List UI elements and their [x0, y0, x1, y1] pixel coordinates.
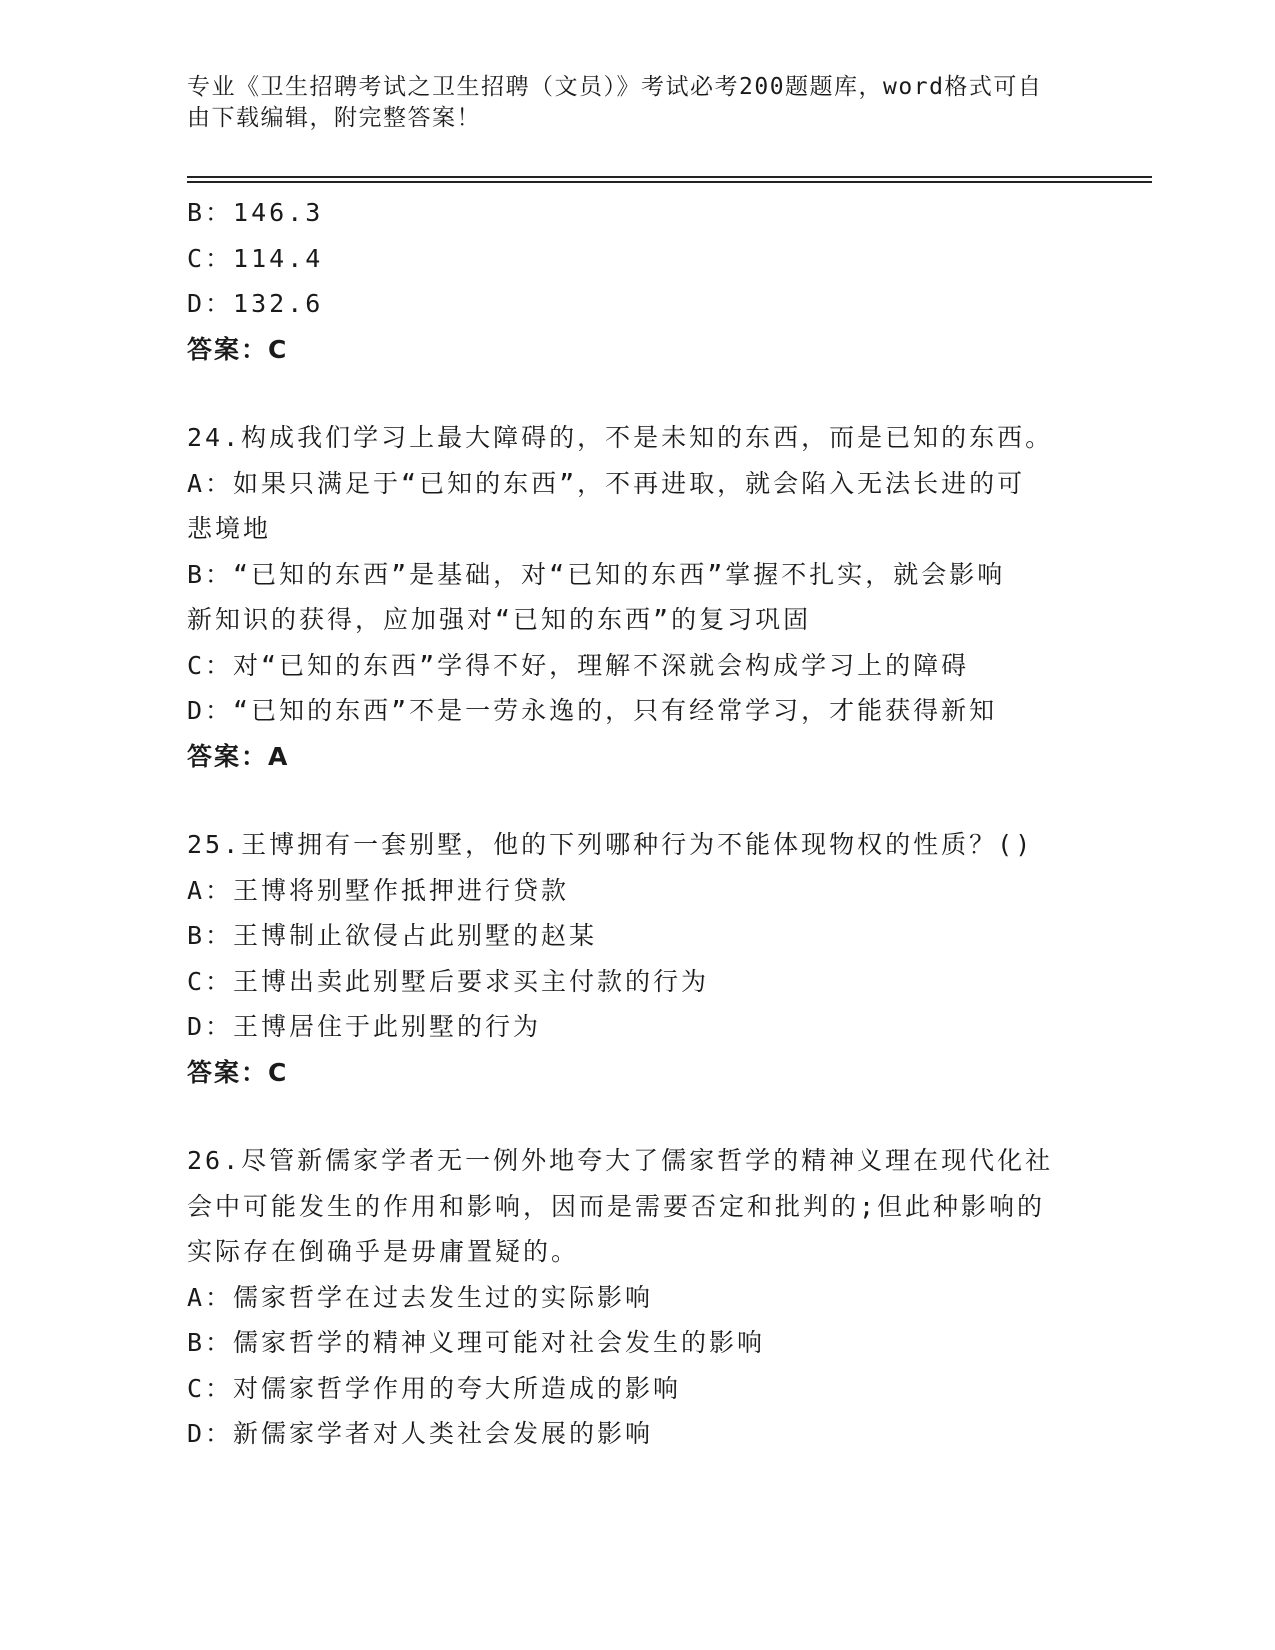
option-c: C：对“已知的东西”学得不好，理解不深就会构成学习上的障碍 — [187, 650, 970, 680]
spacer — [187, 779, 1087, 822]
question-stem-cont: 会中可能发生的作用和影响，因而是需要否定和批判的;但此种影响的 — [187, 1191, 1046, 1221]
option-a-cont: 悲境地 — [187, 514, 272, 543]
option-b: B：儒家哲学的精神义理可能对社会发生的影响 — [187, 1328, 766, 1357]
header-divider-bottom — [187, 181, 1152, 183]
option-c: C：对儒家哲学作用的夸大所造成的影响 — [187, 1373, 682, 1403]
option-c: C：王博出卖此别墅后要求买主付款的行为 — [187, 966, 710, 996]
spacer — [187, 372, 1087, 415]
document-header — [187, 72, 1067, 134]
option-b: B：王博制止欲侵占此别墅的赵某 — [187, 921, 598, 950]
spacer — [187, 1095, 1087, 1138]
option-d: D：132.6 — [187, 289, 324, 318]
question-23 — [187, 190, 1087, 372]
question-stem: 24.构成我们学习上最大障碍的，不是未知的东西，而是已知的东西。 — [187, 423, 1054, 452]
question-content — [187, 190, 1087, 1457]
answer: 答案：C — [187, 334, 289, 364]
option-a: A：如果只满足于“已知的东西”，不再进取，就会陷入无法长进的可 — [187, 468, 1026, 498]
option-c: C：114.4 — [187, 243, 324, 273]
answer: 答案：C — [187, 1057, 289, 1087]
option-d: D：“已知的东西”不是一劳永逸的，只有经常学习，才能获得新知 — [187, 696, 998, 725]
question-26 — [187, 1138, 1087, 1457]
question-24 — [187, 415, 1087, 779]
question-25 — [187, 822, 1087, 1095]
header-divider-top — [187, 176, 1152, 178]
option-d: D：王博居住于此别墅的行为 — [187, 1012, 542, 1041]
option-a: A：儒家哲学在过去发生过的实际影响 — [187, 1282, 654, 1312]
header-line-2: 由下载编辑，附完整答案！ — [187, 105, 481, 131]
question-stem: 25.王博拥有一套别墅，他的下列哪种行为不能体现物权的性质？() — [187, 830, 1034, 859]
option-b: B：“已知的东西”是基础，对“已知的东西”掌握不扎实，就会影响 — [187, 559, 1006, 589]
question-stem: 26.尽管新儒家学者无一例外地夸大了儒家哲学的精神义理在现代化社 — [187, 1146, 1054, 1175]
answer: 答案：A — [187, 741, 290, 771]
option-b-cont: 新知识的获得，应加强对“已知的东西”的复习巩固 — [187, 605, 812, 634]
option-b: B：146.3 — [187, 198, 324, 227]
option-d: D：新儒家学者对人类社会发展的影响 — [187, 1419, 654, 1448]
option-a: A：王博将别墅作抵押进行贷款 — [187, 875, 570, 905]
header-line-1: 专业《卫生招聘考试之卫生招聘（文员）》考试必考200题题库，word格式可自 — [187, 74, 1043, 100]
question-stem-cont: 实际存在倒确乎是毋庸置疑的。 — [187, 1237, 580, 1266]
